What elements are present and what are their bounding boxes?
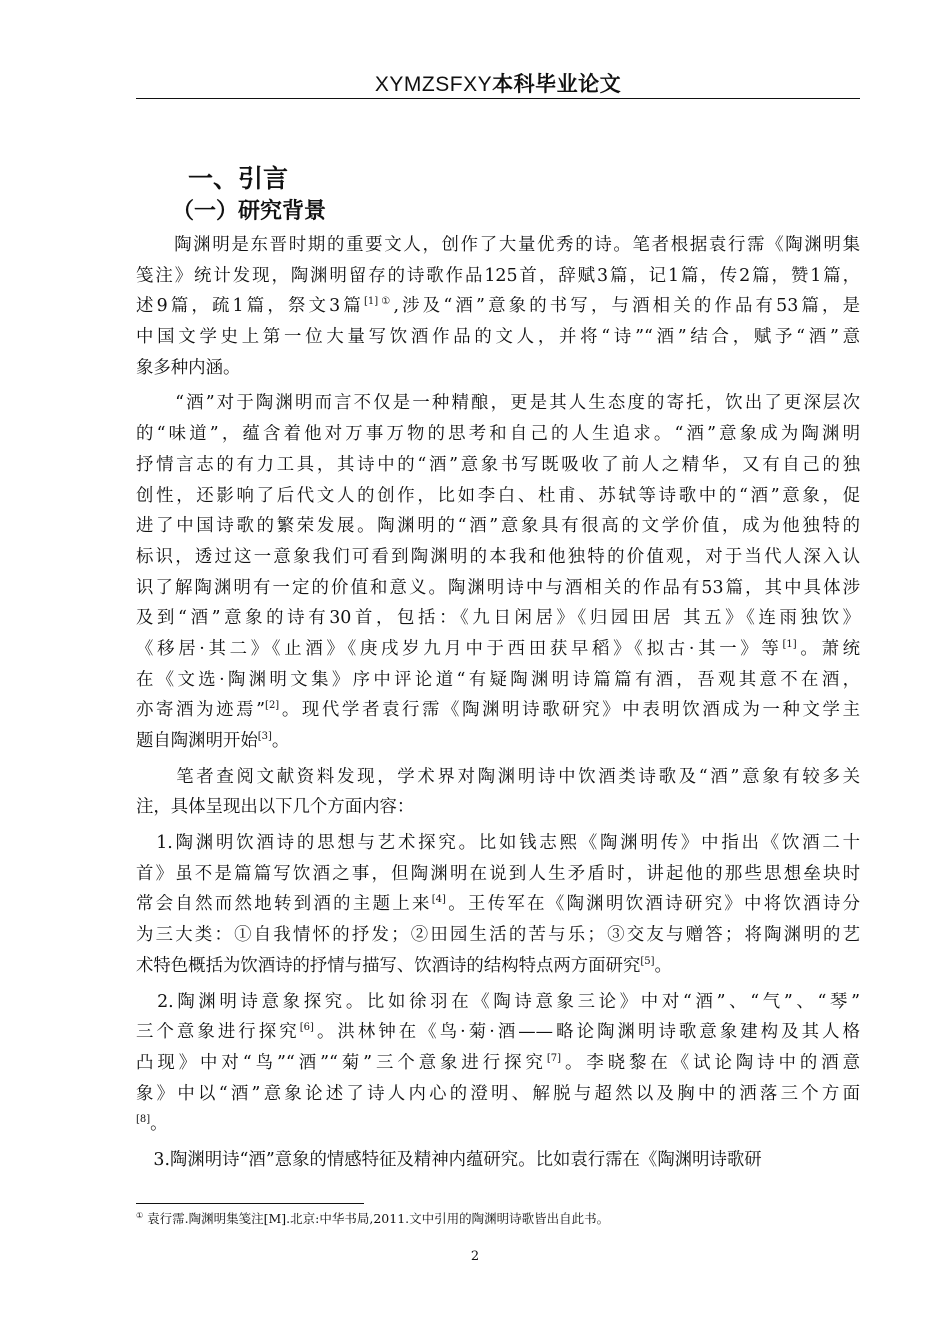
text-line: 《移居·其二》《止酒》《庚戌岁九月中于西田获早稻》《拟古·其一》等[1]。萧统 <box>136 638 860 659</box>
text-line: 2.陶渊明诗意象探究。比如徐羽在《陶诗意象三论》中对“酒”、“气”、“琴” <box>136 991 860 1012</box>
section-title: 一、引言 <box>188 164 289 193</box>
text-line: 首》虽不是篇篇写饮酒之事，但陶渊明在说到人生矛盾时，讲起他的那些思想垒块时 <box>136 863 860 884</box>
citation-mark: [1] <box>782 638 797 650</box>
citation-mark: [2] <box>265 700 280 712</box>
citation-mark: [7] <box>546 1052 562 1064</box>
paragraph <box>136 230 860 383</box>
text-line: 三个意象进行探究[6]。洪林钟在《鸟·菊·酒——略论陶渊明诗歌意象建构及其人格 <box>136 1022 860 1043</box>
text-line: 在《文选·陶渊明文集》序中评论道“有疑陶渊明诗篇篇有酒，吾观其意不在酒， <box>136 669 860 690</box>
paragraph <box>136 828 860 981</box>
text-line: 为三大类：①自我情怀的抒发；②田园生活的苦与乐；③交友与赠答；将陶渊明的艺 <box>136 925 860 946</box>
footnote <box>136 1210 609 1228</box>
text-line: 中国文学史上第一位大量写饮酒作品的文人，并将“诗”“酒”结合，赋予“酒”意 <box>136 327 860 348</box>
text-line: 笔者查阅文献资料发现，学术界对陶渊明诗中饮酒类诗歌及“酒”意象有较多关 <box>136 766 860 787</box>
text-line: 凸现》中对“鸟”“酒”“菊”三个意象进行探究[7]。李晓黎在《试论陶诗中的酒意 <box>136 1052 860 1073</box>
text-line: 象》中以“酒”意象论述了诗人内心的澄明、解脱与超然以及胸中的洒落三个方面 <box>136 1083 860 1104</box>
text-line: 题自陶渊明开始[3]。 <box>136 731 290 751</box>
citation-mark: [5] <box>640 955 655 967</box>
text-line: 进了中国诗歌的繁荣发展。陶渊明的“酒”意象具有很高的文学价值，成为他独特的 <box>136 516 860 537</box>
text-line: [8]。 <box>136 1114 168 1135</box>
text-line: 亦寄酒为迹焉”[2]。现代学者袁行霈《陶渊明诗歌研究》中表明饮酒成为一种文学主 <box>136 700 860 721</box>
citation-mark: [4] <box>431 894 446 906</box>
footnote-rule <box>136 1203 364 1204</box>
text-line: 标识，透过这一意象我们可看到陶渊明的本我和他独特的价值观，对于当代人深入认 <box>136 546 860 567</box>
text-line: 象多种内涵。 <box>136 357 241 378</box>
body-text <box>136 230 860 1176</box>
text-line: 述9篇，疏1篇，祭文3篇$^{[1]①}$,涉及“酒”意象的书写，与酒相关的作品有53篇，是 <box>136 296 860 317</box>
paragraph <box>136 388 860 756</box>
text-line: 识了解陶渊明有一定的价值和意义。陶渊明诗中与酒相关的作品有53篇，其中具体涉 <box>136 577 860 598</box>
header-school-code: XYMZSFXY <box>374 73 493 96</box>
text-line: 抒情言志的有力工具，其诗中的“酒”意象书写既吸收了前人之精华，又有自己的独 <box>136 454 860 475</box>
citation-mark: [3] <box>257 731 272 742</box>
text-line: 注，具体呈现出以下几个方面内容： <box>136 797 415 818</box>
paragraph <box>136 1145 860 1176</box>
text-line: 创性，还影响了后代文人的创作，比如李白、杜甫、苏轼等诗歌中的“酒”意象，促 <box>136 485 860 506</box>
text-line: 1.陶渊明饮酒诗的思想与艺术探究。比如钱志熙《陶渊明传》中指出《饮酒二十 <box>136 833 860 854</box>
citation-mark: [1]① <box>363 296 394 308</box>
text-line: 术特色概括为饮酒诗的抒情与描写、饮酒诗的结构特点两方面研究[5]。 <box>136 955 672 976</box>
header-title: 本科毕业论文 <box>492 72 622 96</box>
subsection-title: （一）研究背景 <box>172 199 327 224</box>
text-line: 及到“酒”意象的诗有30首，包括：《九日闲居》《归园田居 其五》《连雨独饮》 <box>136 608 860 629</box>
text-line: 常会自然而然地转到酒的主题上来[4]。王传军在《陶渊明饮酒诗研究》中将饮酒诗分 <box>136 894 860 915</box>
paragraph <box>136 987 860 1140</box>
header-rule <box>136 98 860 99</box>
text-line: 的“味道”，蕴含着他对万事万物的思考和自己的人生追求。“酒”意象成为陶渊明 <box>136 424 860 445</box>
text-line: 陶渊明是东晋时期的重要文人，创作了大量优秀的诗。笔者根据袁行霈《陶渊明集 <box>136 235 860 255</box>
text-line: 3.陶渊明诗“酒”意象的情感特征及精神内蕴研究。比如袁行霈在《陶渊明诗歌研 <box>136 1149 762 1170</box>
page-number: 2 <box>470 1249 480 1264</box>
citation-mark: [8] <box>136 1114 151 1126</box>
text-line: 笺注》统计发现，陶渊明留存的诗歌作品125首，辞赋3篇，记1篇，传2篇，赞1篇， <box>136 265 860 286</box>
paragraph <box>136 762 860 823</box>
footnote-text: 袁行霈.陶渊明集笺注[M].北京:中华书局,2011.文中引用的陶渊明诗歌皆出自此书。 <box>147 1211 610 1226</box>
citation-mark: [6] <box>299 1022 314 1034</box>
running-header <box>136 70 860 100</box>
footnote-mark: ① <box>136 1211 144 1220</box>
text-line: “酒”对于陶渊明而言不仅是一种精酿，更是其人生态度的寄托，饮出了更深层次 <box>136 393 860 414</box>
